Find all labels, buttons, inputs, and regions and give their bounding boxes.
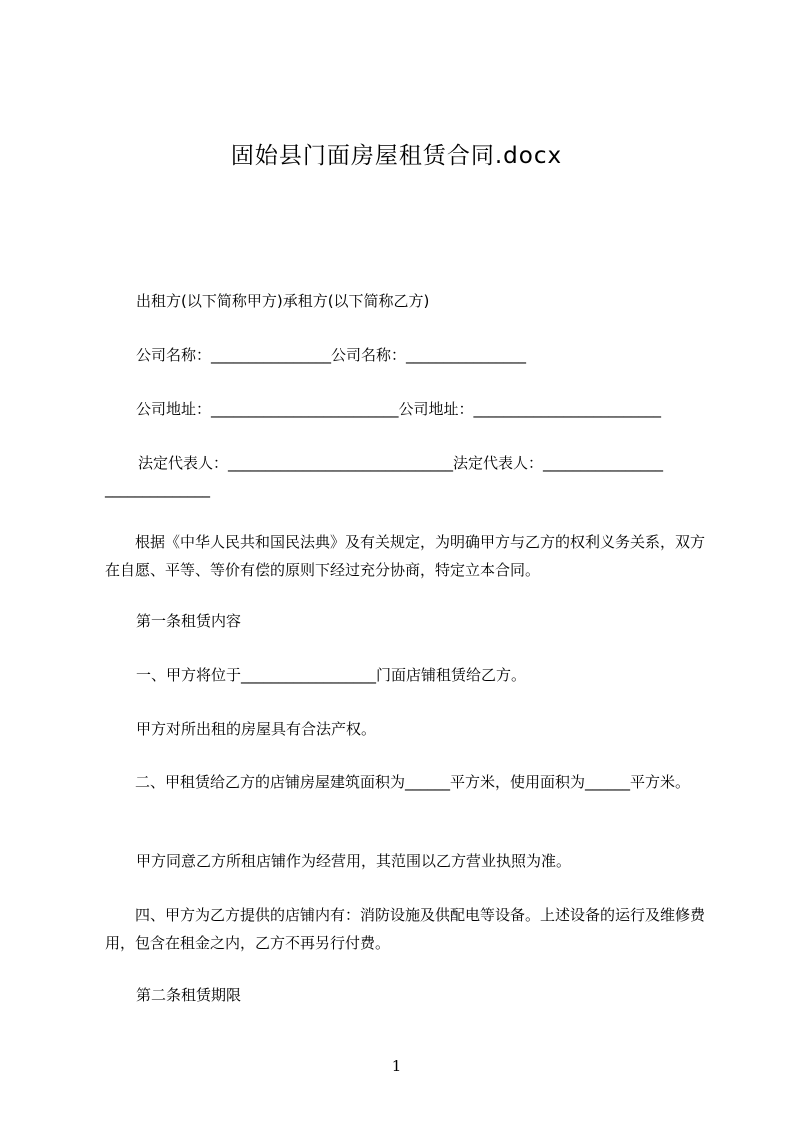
page-number: 1 xyxy=(391,1057,402,1075)
legal-representative-line-continued: ______________ xyxy=(105,480,210,498)
preamble-paragraph: 根据《中华人民共和国民法典》及有关规定，为明确甲方与乙方的权利义务关系，双方在自愿、平等、等价有偿的原则下经过充分协商，特定立本合同。 xyxy=(105,533,706,579)
legal-representative-line: 法定代表人：______________________________法定代表人：________________ xyxy=(138,454,664,472)
company-address-line: 公司地址：_________________________公司地址：_________________________ xyxy=(136,400,662,418)
company-name-line: 公司名称：________________公司名称：________________ xyxy=(136,346,527,364)
article-1-item-4: 四、甲方为乙方提供的店铺内有：消防设施及供配电等设备。上述设备的运行及维修费用，包含在租金之内，乙方不再另行付费。 xyxy=(105,906,706,952)
article-2-heading: 第二条租赁期限 xyxy=(136,986,242,1004)
parties-line: 出租方(以下简称甲方)承租方(以下简称乙方) xyxy=(136,292,430,310)
ownership-statement: 甲方对所出租的房屋具有合法产权。 xyxy=(136,720,377,738)
business-scope-statement: 甲方同意乙方所租店铺作为经营用，其范围以乙方营业执照为准。 xyxy=(136,852,572,870)
document-title: 固始县门面房屋租赁合同.docx xyxy=(230,143,563,169)
article-1-item-1: 一、甲方将位于__________________门面店铺租赁给乙方。 xyxy=(136,666,527,684)
article-1-item-2: 二、甲租赁给乙方的店铺房屋建筑面积为______平方米，使用面积为______平方米。 xyxy=(135,773,691,791)
article-1-heading: 第一条租赁内容 xyxy=(136,612,242,630)
